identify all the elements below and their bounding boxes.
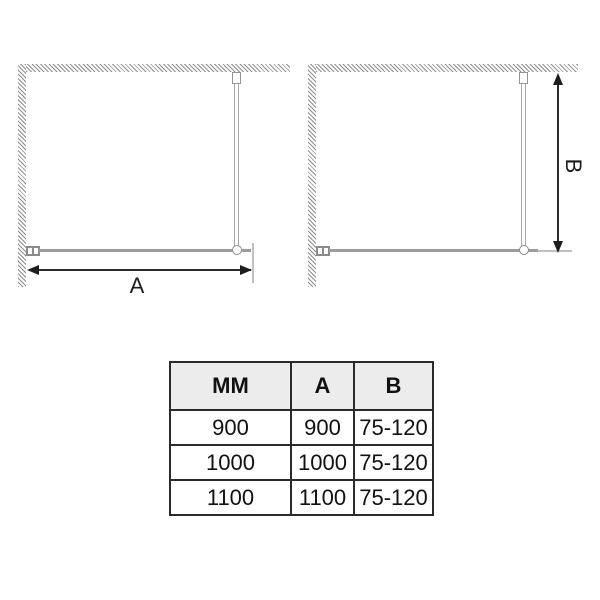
cell-a: 900 (291, 410, 354, 445)
header-cell-b: B (354, 362, 433, 410)
size-table-row (170, 445, 433, 480)
dimension-a-label: A (129, 273, 145, 298)
top-wall-hatch (308, 64, 578, 72)
cell-mm: 1100 (170, 480, 291, 515)
cell-a: 1100 (291, 480, 354, 515)
support-bar (521, 72, 526, 250)
cell-b: 75-120 (354, 480, 433, 515)
size-table-header-row (170, 362, 433, 410)
arrowhead-up-icon (553, 73, 563, 85)
size-table-row (170, 410, 433, 445)
bracket-divider (322, 248, 324, 254)
header-cell-a: A (291, 362, 354, 410)
header-cell-mm: MM (170, 362, 291, 410)
cell-b: 75-120 (354, 445, 433, 480)
glass-wall-bracket (316, 246, 330, 256)
dimension-b-line (557, 84, 559, 244)
cell-a: 1000 (291, 445, 354, 480)
cell-b: 75-120 (354, 410, 433, 445)
cell-mm: 1000 (170, 445, 291, 480)
arrowhead-down-icon (553, 241, 563, 253)
support-bar-connector (519, 245, 529, 255)
glass-panel (329, 249, 538, 252)
size-table (169, 361, 434, 516)
support-bar-wall-mount (519, 72, 528, 84)
size-table-row (170, 480, 433, 515)
left-wall-hatch (308, 64, 316, 287)
dimension-b-label: B (561, 158, 586, 174)
cell-mm: 900 (170, 410, 291, 445)
